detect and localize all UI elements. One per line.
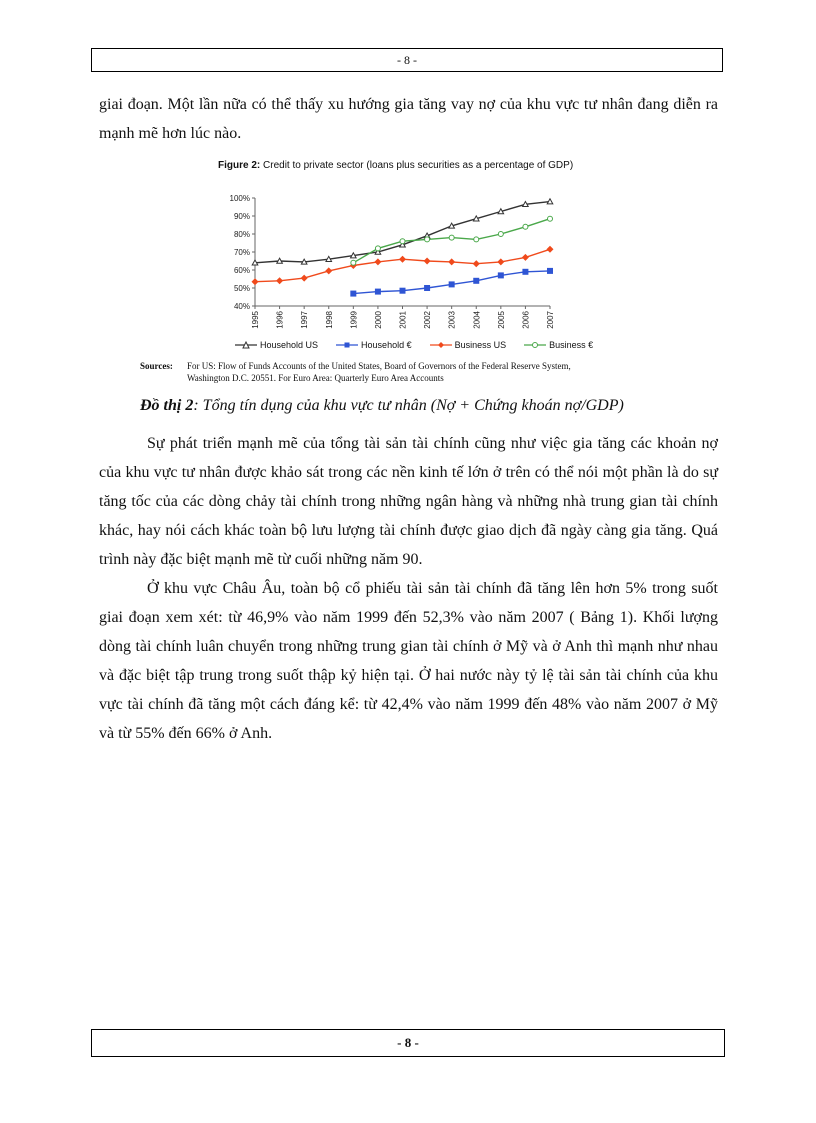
data-point-series-2 (277, 278, 283, 284)
data-point-series-2 (498, 259, 504, 265)
data-point-series-0 (326, 256, 332, 261)
legend-label: Business € (549, 340, 594, 350)
x-tick-label: 2002 (423, 311, 433, 329)
x-tick-label: 2004 (472, 311, 482, 329)
x-tick-label: 1999 (349, 311, 359, 329)
figure-title-text: Credit to private sector (loans plus securities as a percentage of GDP) (260, 160, 574, 171)
figure-title-label: Figure 2: (218, 160, 261, 171)
sources-line-1: For US: Flow of Funds Accounts of the United States, Board of Governors of the Federal Reserve System, (187, 361, 571, 371)
y-tick-label: 90% (233, 212, 250, 221)
data-point-series-3 (523, 224, 528, 229)
data-point-series-1 (400, 288, 405, 293)
data-point-series-3 (351, 260, 356, 265)
legend-item (524, 340, 593, 350)
body-text (99, 429, 718, 748)
data-point-series-2 (547, 247, 553, 253)
data-point-series-1 (474, 278, 479, 283)
legend-item (235, 340, 318, 350)
y-tick-label: 100% (229, 194, 250, 203)
x-tick-label: 2007 (546, 311, 555, 329)
data-point-series-1 (548, 268, 553, 273)
data-point-series-3 (474, 237, 479, 242)
data-point-series-1 (351, 291, 356, 296)
page-header (91, 48, 723, 72)
data-point-series-0 (523, 202, 529, 207)
data-point-series-2 (326, 268, 332, 274)
x-tick-label: 2006 (521, 311, 531, 329)
y-tick-label: 70% (233, 248, 250, 257)
legend-label: Household € (361, 340, 412, 350)
data-point-series-0 (498, 209, 504, 214)
legend-item (336, 340, 412, 350)
data-point-series-3 (449, 235, 454, 240)
data-point-series-2 (252, 279, 258, 285)
data-point-series-3 (400, 239, 405, 244)
data-point-series-1 (498, 273, 503, 278)
figure-sources (140, 360, 571, 384)
footer-page-number: - 8 - (397, 1035, 419, 1050)
data-point-series-0 (473, 216, 479, 221)
data-point-series-1 (523, 269, 528, 274)
data-point-series-3 (425, 237, 430, 242)
legend-swatch (235, 341, 257, 349)
data-point-series-3 (375, 246, 380, 251)
y-tick-label: 50% (233, 284, 250, 293)
data-point-series-2 (449, 259, 455, 265)
caption-label: Đồ thị 2 (140, 397, 194, 414)
data-point-series-2 (523, 255, 529, 261)
x-tick-label: 2000 (373, 311, 383, 329)
figure-caption (140, 397, 720, 415)
data-point-series-1 (375, 289, 380, 294)
data-point-series-2 (400, 256, 406, 262)
caption-text: : Tổng tín dụng của khu vực tư nhân (Nợ + Chứng khoán nợ/GDP) (193, 397, 624, 414)
data-point-series-2 (473, 261, 479, 267)
chart-legend (235, 340, 593, 350)
data-point-series-2 (301, 275, 307, 281)
paragraph-2: Sự phát triển mạnh mẽ của tổng tài sản tài chính cũng như việc gia tăng các khoản nợ của khu vực tư nhân được khảo sát trong các nền kinh tế lớn ở trên có thể nói một phần là do sự tăng tốc của các dòng chảy tài chính trong những ngân hàng và những nhà trung gian tài chính khác, hay nói cách khác toàn bộ lưu lượng tài chính được giao dịch đã ngày càng gia tăng. Quá trình này đặc biệt mạnh mẽ từ cuối những năm 90. (99, 435, 718, 568)
data-point-series-3 (548, 216, 553, 221)
y-tick-label: 40% (233, 302, 250, 311)
header-page-number: - 8 - (397, 52, 417, 67)
legend-swatch (336, 341, 358, 349)
legend-swatch (524, 341, 546, 349)
x-tick-label: 2003 (447, 311, 457, 329)
data-point-series-0 (351, 253, 357, 258)
paragraph-intro: giai đoạn. Một lần nữa có thể thấy xu hướng gia tăng vay nợ của khu vực tư nhân đang diễn ra mạnh mẽ hơn lúc nào. (99, 96, 718, 142)
data-point-series-0 (301, 259, 307, 264)
line-chart (140, 188, 670, 338)
data-point-series-0 (547, 199, 553, 204)
x-tick-label: 1997 (300, 311, 310, 329)
paragraph-3: Ở khu vực Châu Âu, toàn bộ cổ phiếu tài sản tài chính đã tăng lên hơn 5% trong suốt giai đoạn xem xét: từ 46,9% vào năm 1999 đến 52,3% vào năm 2007 ( Bảng 1). Khối lượng dòng tài chính luân chuyển trong những trung gian tài chính ở Mỹ và ở Anh thì mạnh như nhau và đặc biệt tập trung trong suốt thập kỷ hiện tại. Ở hai nước này tỷ lệ tài sản tài chính của khu vực tài chính đã tăng một cách đáng kể: từ 42,4% vào năm 1999 đến 48% vào năm 2007 ở Mỹ và từ 55% đến 66% ở Anh. (99, 580, 718, 742)
x-tick-label: 1998 (324, 311, 334, 329)
data-point-series-1 (449, 282, 454, 287)
series-line-2 (255, 249, 550, 281)
data-point-series-3 (498, 232, 503, 237)
sources-label: Sources: (140, 361, 173, 371)
legend-label: Business US (454, 340, 507, 350)
data-point-series-0 (252, 260, 258, 265)
y-tick-label: 80% (233, 230, 250, 239)
legend-label: Household US (260, 340, 319, 350)
page-footer (91, 1029, 725, 1057)
data-point-series-0 (277, 258, 283, 263)
figure-title (218, 160, 573, 171)
figure (140, 160, 670, 390)
sources-line-2: Washington D.C. 20551. For Euro Area: Quarterly Euro Area Accounts (187, 373, 444, 383)
x-tick-label: 2005 (496, 311, 506, 329)
x-tick-label: 1995 (251, 311, 260, 329)
y-tick-label: 60% (233, 266, 250, 275)
data-point-series-1 (425, 286, 430, 291)
legend-swatch (430, 341, 452, 349)
x-tick-label: 2001 (398, 311, 408, 329)
data-point-series-2 (375, 259, 381, 265)
data-point-series-2 (424, 258, 430, 264)
legend-item (430, 340, 507, 350)
data-point-series-0 (449, 223, 455, 228)
x-tick-label: 1996 (275, 311, 285, 329)
